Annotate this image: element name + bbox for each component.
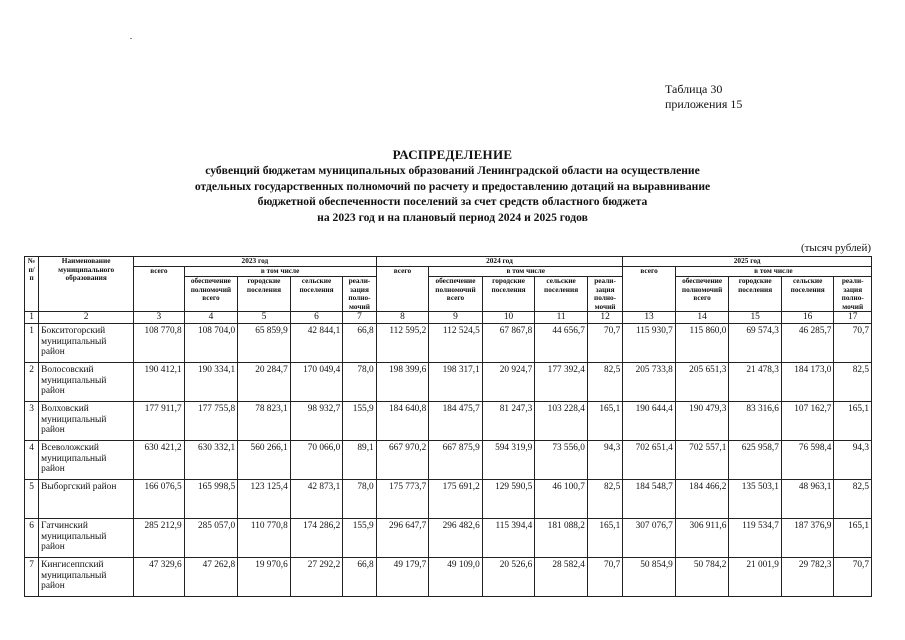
value-cell: 115 930,7 xyxy=(623,324,676,363)
caption-table-number: Таблица 30 xyxy=(665,82,723,96)
value-cell: 177 755,8 xyxy=(184,402,238,441)
header-urban-2024: городские поселения xyxy=(482,277,535,312)
column-number-cell: 3 xyxy=(134,312,185,324)
value-cell: 94,3 xyxy=(587,441,622,480)
value-cell: 307 076,7 xyxy=(623,519,676,558)
title-line-4: на 2023 год и на плановый период 2024 и 2025 годов xyxy=(317,210,588,224)
value-cell: 82,5 xyxy=(587,363,622,402)
value-cell: 70 066,0 xyxy=(290,441,343,480)
header-row-years xyxy=(25,257,872,267)
row-number-cell: 4 xyxy=(25,441,39,480)
value-cell: 108 770,8 xyxy=(134,324,185,363)
value-cell: 667 970,2 xyxy=(376,441,429,480)
value-cell: 67 867,8 xyxy=(482,324,535,363)
column-number-cell: 8 xyxy=(376,312,429,324)
value-cell: 20 526,6 xyxy=(482,558,535,597)
table-row xyxy=(25,441,872,480)
column-number-cell: 9 xyxy=(429,312,483,324)
value-cell: 70,7 xyxy=(587,558,622,597)
value-cell: 82,5 xyxy=(587,480,622,519)
value-cell: 165,1 xyxy=(587,519,622,558)
value-cell: 20 284,7 xyxy=(238,363,291,402)
header-realization-2024: реали-зация полно-мочий xyxy=(587,277,622,312)
column-number-cell: 1 xyxy=(25,312,39,324)
value-cell: 702 557,1 xyxy=(675,441,729,480)
value-cell: 47 262,8 xyxy=(184,558,238,597)
value-cell: 46 285,7 xyxy=(781,324,834,363)
value-cell: 184 640,8 xyxy=(376,402,429,441)
title-line-2: отдельных государственных полномочий по расчету и предоставлению дотаций на выравнивание xyxy=(194,179,711,193)
value-cell: 70,7 xyxy=(834,558,872,597)
value-cell: 110 770,8 xyxy=(238,519,291,558)
value-cell: 177 392,4 xyxy=(535,363,588,402)
title-heading: РАСПРЕДЕЛЕНИЕ xyxy=(392,147,513,162)
value-cell: 82,5 xyxy=(834,480,872,519)
value-cell: 184 475,7 xyxy=(429,402,483,441)
column-number-cell: 14 xyxy=(675,312,729,324)
value-cell: 49 109,0 xyxy=(429,558,483,597)
value-cell: 21 478,3 xyxy=(729,363,782,402)
value-cell: 205 733,8 xyxy=(623,363,676,402)
value-cell: 119 534,7 xyxy=(729,519,782,558)
row-number-cell: 1 xyxy=(25,324,39,363)
value-cell: 115 860,0 xyxy=(675,324,729,363)
value-cell: 174 286,2 xyxy=(290,519,343,558)
municipality-name-cell: Кингисеппский муниципальный район xyxy=(39,558,134,597)
title-line-1: субвенций бюджетам муниципальных образований Ленинградской области на осуществление xyxy=(205,164,700,177)
value-cell: 285 057,0 xyxy=(184,519,238,558)
header-including-2024: в том числе xyxy=(429,267,623,277)
value-cell: 27 292,2 xyxy=(290,558,343,597)
column-number-cell: 4 xyxy=(184,312,238,324)
row-number-cell: 6 xyxy=(25,519,39,558)
value-cell: 78 823,1 xyxy=(238,402,291,441)
value-cell: 69 574,3 xyxy=(729,324,782,363)
column-number-cell: 15 xyxy=(729,312,782,324)
value-cell: 94,3 xyxy=(834,441,872,480)
column-number-cell: 17 xyxy=(834,312,872,324)
value-cell: 667 875,9 xyxy=(429,441,483,480)
value-cell: 198 399,6 xyxy=(376,363,429,402)
column-number-cell: 10 xyxy=(482,312,535,324)
value-cell: 165 998,5 xyxy=(184,480,238,519)
value-cell: 103 228,4 xyxy=(535,402,588,441)
value-cell: 702 651,4 xyxy=(623,441,676,480)
table-row xyxy=(25,363,872,402)
municipality-name-cell: Волосовский муниципальный район xyxy=(39,363,134,402)
column-number-cell: 13 xyxy=(623,312,676,324)
value-cell: 82,5 xyxy=(834,363,872,402)
header-urban-2023: городские поселения xyxy=(238,277,291,312)
header-num: № п/п xyxy=(25,257,39,312)
value-cell: 73 556,0 xyxy=(535,441,588,480)
value-cell: 112 524,5 xyxy=(429,324,483,363)
header-rural-2023: сельские поселения xyxy=(290,277,343,312)
header-total-2025: всего xyxy=(623,267,676,312)
column-number-cell: 12 xyxy=(587,312,622,324)
value-cell: 28 582,4 xyxy=(535,558,588,597)
value-cell: 123 125,4 xyxy=(238,480,291,519)
header-realization-2025: реали-зация полно-мочий xyxy=(834,277,872,312)
table-row xyxy=(25,402,872,441)
column-number-cell: 5 xyxy=(238,312,291,324)
value-cell: 66,8 xyxy=(343,324,376,363)
header-provision-2024: обеспечение полномочий всего xyxy=(429,277,483,312)
table-row xyxy=(25,558,872,597)
value-cell: 630 421,2 xyxy=(134,441,185,480)
value-cell: 89,1 xyxy=(343,441,376,480)
column-number-row xyxy=(25,312,872,324)
value-cell: 198 317,1 xyxy=(429,363,483,402)
row-number-cell: 3 xyxy=(25,402,39,441)
value-cell: 177 911,7 xyxy=(134,402,185,441)
value-cell: 560 266,1 xyxy=(238,441,291,480)
value-cell: 115 394,4 xyxy=(482,519,535,558)
header-realization-2023: реали-зация полно-мочий xyxy=(343,277,376,312)
value-cell: 42 844,1 xyxy=(290,324,343,363)
value-cell: 190 644,4 xyxy=(623,402,676,441)
municipality-name-cell: Гатчинский муниципальный район xyxy=(39,519,134,558)
value-cell: 76 598,4 xyxy=(781,441,834,480)
value-cell: 190 334,1 xyxy=(184,363,238,402)
scan-speck xyxy=(130,38,132,39)
value-cell: 107 162,7 xyxy=(781,402,834,441)
value-cell: 78,0 xyxy=(343,363,376,402)
value-cell: 630 332,1 xyxy=(184,441,238,480)
value-cell: 625 958,7 xyxy=(729,441,782,480)
value-cell: 155,9 xyxy=(343,402,376,441)
title-line-3: бюджетной обеспеченности поселений за счет средств областного бюджета xyxy=(257,195,648,209)
value-cell: 50 784,2 xyxy=(675,558,729,597)
value-cell: 187 376,9 xyxy=(781,519,834,558)
header-row-including xyxy=(25,267,872,277)
value-cell: 165,1 xyxy=(834,402,872,441)
header-rural-2025: сельские поселения xyxy=(781,277,834,312)
municipality-name-cell: Волховский муниципальный район xyxy=(39,402,134,441)
value-cell: 20 924,7 xyxy=(482,363,535,402)
municipality-name-cell: Бокситогорский муниципальный район xyxy=(39,324,134,363)
header-total-2024: всего xyxy=(376,267,429,312)
municipality-name-cell: Выборгский район xyxy=(39,480,134,519)
column-number-cell: 2 xyxy=(39,312,134,324)
value-cell: 135 503,1 xyxy=(729,480,782,519)
header-name: Наименование муниципального образования xyxy=(39,257,134,312)
value-cell: 296 647,7 xyxy=(376,519,429,558)
units-label: (тысяч рублей) xyxy=(800,242,871,254)
column-number-cell: 16 xyxy=(781,312,834,324)
value-cell: 166 076,5 xyxy=(134,480,185,519)
value-cell: 165,1 xyxy=(834,519,872,558)
value-cell: 296 482,6 xyxy=(429,519,483,558)
value-cell: 175 773,7 xyxy=(376,480,429,519)
value-cell: 190 412,1 xyxy=(134,363,185,402)
table-caption xyxy=(665,82,742,112)
value-cell: 19 970,6 xyxy=(238,558,291,597)
header-provision-2025: обеспечение полномочий всего xyxy=(675,277,729,312)
caption-appendix: приложения 15 xyxy=(665,97,743,111)
value-cell: 129 590,5 xyxy=(482,480,535,519)
value-cell: 165,1 xyxy=(587,402,622,441)
value-cell: 181 088,2 xyxy=(535,519,588,558)
distribution-table xyxy=(24,256,872,597)
municipality-name-cell: Всеволожский муниципальный район xyxy=(39,441,134,480)
value-cell: 184 548,7 xyxy=(623,480,676,519)
header-year-2023: 2023 год xyxy=(134,257,377,267)
row-number-cell: 7 xyxy=(25,558,39,597)
header-urban-2025: городские поселения xyxy=(729,277,782,312)
value-cell: 78,0 xyxy=(343,480,376,519)
value-cell: 184 173,0 xyxy=(781,363,834,402)
value-cell: 29 782,3 xyxy=(781,558,834,597)
document-title xyxy=(0,146,905,225)
value-cell: 184 466,2 xyxy=(675,480,729,519)
value-cell: 47 329,6 xyxy=(134,558,185,597)
table-row xyxy=(25,324,872,363)
header-rural-2024: сельские поселения xyxy=(535,277,588,312)
header-provision-2023: обеспечение полномочий всего xyxy=(184,277,238,312)
value-cell: 594 319,9 xyxy=(482,441,535,480)
value-cell: 205 651,3 xyxy=(675,363,729,402)
value-cell: 21 001,9 xyxy=(729,558,782,597)
table-row xyxy=(25,480,872,519)
value-cell: 175 691,2 xyxy=(429,480,483,519)
header-year-2024: 2024 год xyxy=(376,257,623,267)
value-cell: 66,8 xyxy=(343,558,376,597)
value-cell: 44 656,7 xyxy=(535,324,588,363)
header-including-2023: в том числе xyxy=(184,267,376,277)
value-cell: 42 873,1 xyxy=(290,480,343,519)
header-total-2023: всего xyxy=(134,267,185,312)
value-cell: 83 316,6 xyxy=(729,402,782,441)
value-cell: 98 932,7 xyxy=(290,402,343,441)
value-cell: 49 179,7 xyxy=(376,558,429,597)
value-cell: 112 595,2 xyxy=(376,324,429,363)
value-cell: 81 247,3 xyxy=(482,402,535,441)
value-cell: 70,7 xyxy=(834,324,872,363)
value-cell: 155,9 xyxy=(343,519,376,558)
column-number-cell: 6 xyxy=(290,312,343,324)
table-body xyxy=(25,312,872,597)
header-year-2025: 2025 год xyxy=(623,257,872,267)
value-cell: 108 704,0 xyxy=(184,324,238,363)
value-cell: 50 854,9 xyxy=(623,558,676,597)
value-cell: 190 479,3 xyxy=(675,402,729,441)
value-cell: 285 212,9 xyxy=(134,519,185,558)
row-number-cell: 2 xyxy=(25,363,39,402)
table-row xyxy=(25,519,872,558)
value-cell: 306 911,6 xyxy=(675,519,729,558)
value-cell: 48 963,1 xyxy=(781,480,834,519)
value-cell: 65 859,9 xyxy=(238,324,291,363)
column-number-cell: 11 xyxy=(535,312,588,324)
row-number-cell: 5 xyxy=(25,480,39,519)
value-cell: 170 049,4 xyxy=(290,363,343,402)
value-cell: 70,7 xyxy=(587,324,622,363)
value-cell: 46 100,7 xyxy=(535,480,588,519)
column-number-cell: 7 xyxy=(343,312,376,324)
header-including-2025: в том числе xyxy=(675,267,871,277)
